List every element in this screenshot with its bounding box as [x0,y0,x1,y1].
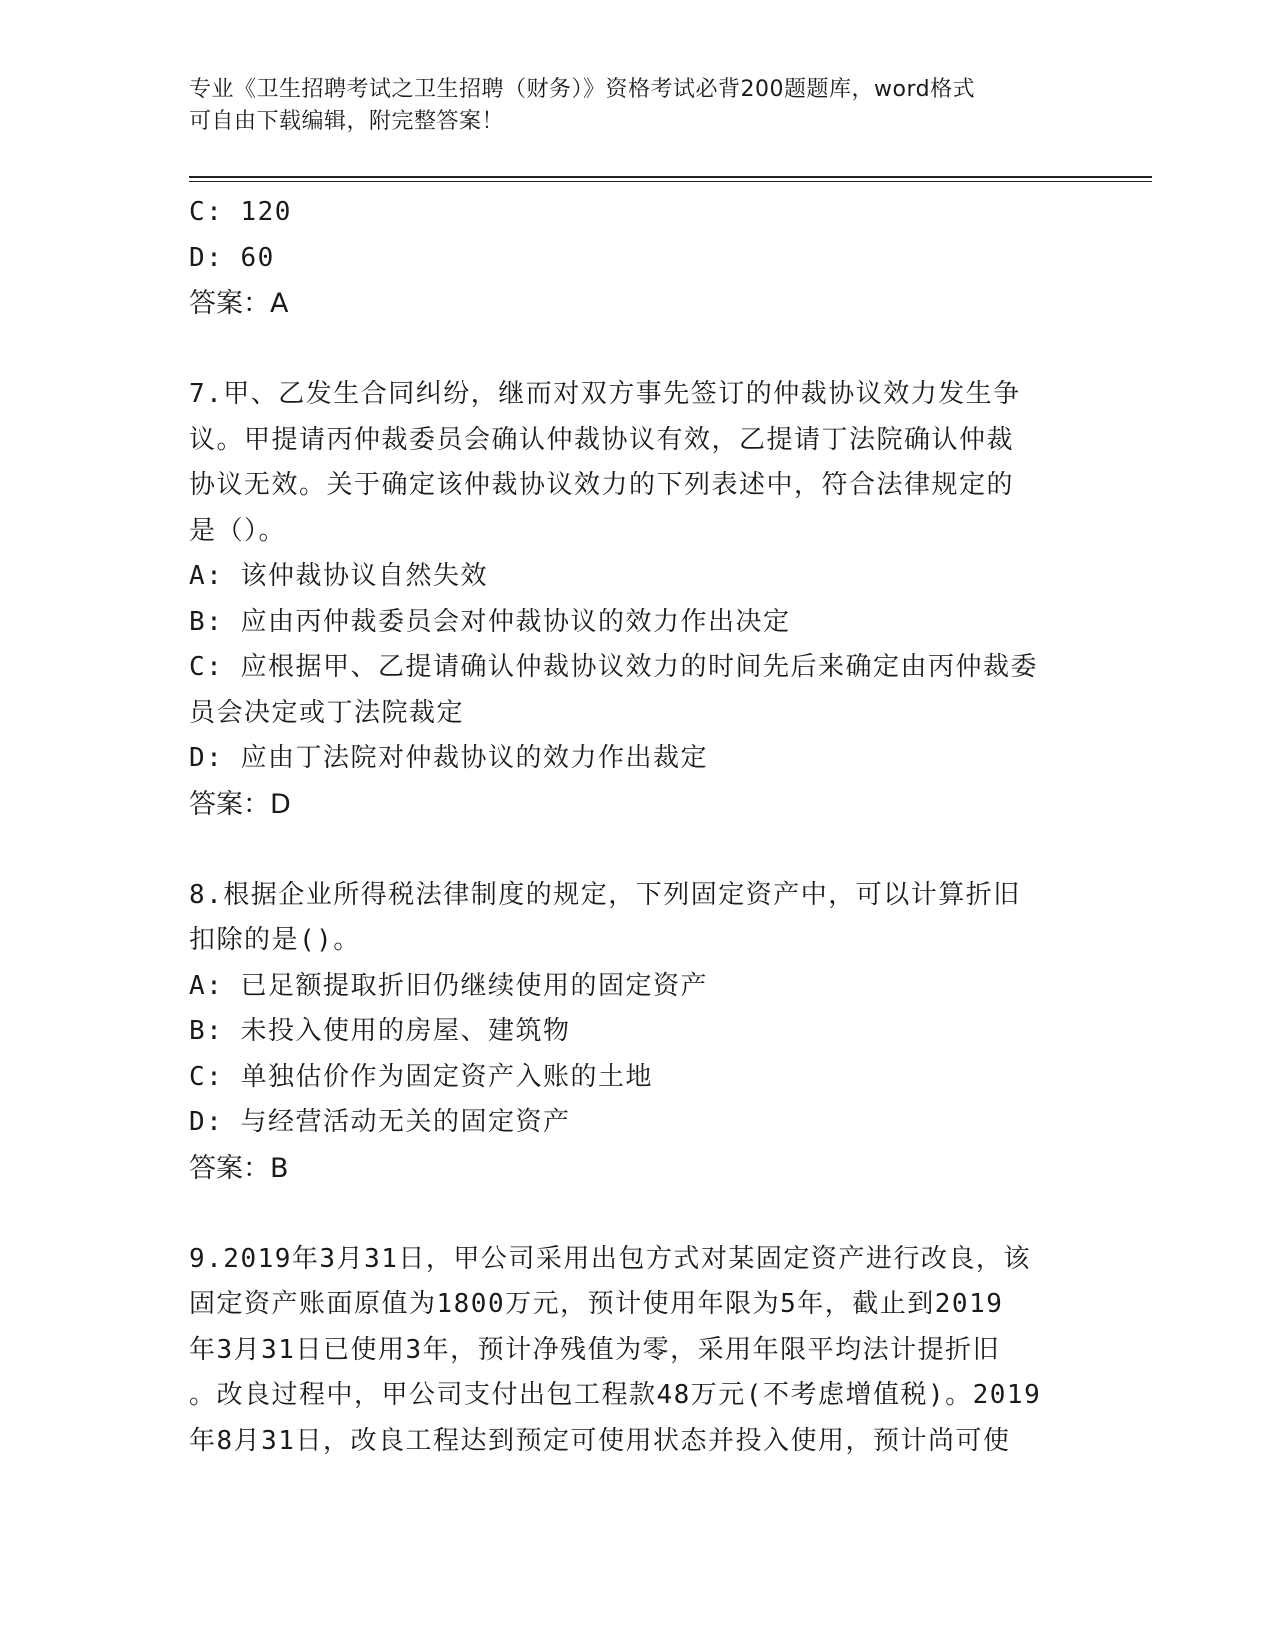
blank-line [189,827,1089,873]
blank-line [189,327,1089,373]
option-c-continued: 员会决定或丁法院裁定 [189,697,465,728]
option-d: D: 与经营活动无关的固定资产 [189,1107,571,1137]
answer-line: 答案：B [189,1152,289,1184]
option-a: A: 该仲裁协议自然失效 [189,561,488,591]
blank-line [189,1191,1089,1237]
answer-line: 答案：A [189,288,289,319]
question-stem-line: 年3月31日已使用3年，预计净残值为零，采用年限平均法计提折旧 [189,1334,1001,1365]
question-stem-line: 固定资产账面原值为1800万元，预计使用年限为5年，截止到2019 [189,1289,1004,1319]
option-b: B: 应由丙仲裁委员会对仲裁协议的效力作出决定 [189,606,791,637]
option-a: A: 已足额提取折旧仍继续使用的固定资产 [189,970,708,1001]
question-stem-line: 扣除的是()。 [189,925,361,955]
question-stem-line: 8.根据企业所得税法律制度的规定，下列固定资产中，可以计算折旧 [189,879,1021,910]
option-d: D: 60 [189,242,275,273]
option-c: C: 120 [189,197,292,227]
option-c: C: 应根据甲、乙提请确认仲裁协议效力的时间先后来确定由丙仲裁委 [189,652,1038,682]
question-6-tail [189,190,1089,327]
question-stem-line: 年8月31日，改良工程达到预定可使用状态并投入使用，预计尚可使 [189,1425,1011,1456]
question-stem-line: 是（）。 [189,515,287,546]
option-d: D: 应由丁法院对仲裁协议的效力作出裁定 [189,743,708,773]
question-9 [189,1237,1089,1465]
header-divider-thick [189,176,1152,178]
question-8 [189,873,1089,1192]
option-c: C: 单独估价作为固定资产入账的土地 [189,1061,653,1092]
header-line-1: 专业《卫生招聘考试之卫生招聘（财务）》资格考试必背200题题库，word格式 [189,77,976,102]
question-stem-line: 7.甲、乙发生合同纠纷，继而对双方事先签订的仲裁协议效力发生争 [189,379,1021,409]
document-header [189,74,1089,138]
question-stem-line: 9.2019年3月31日，甲公司采用出包方式对某固定资产进行改良，该 [189,1243,1031,1274]
question-stem-line: 议。甲提请丙仲裁委员会确认仲裁协议有效，乙提请丁法院确认仲裁 [189,424,1015,455]
question-stem-line: 协议无效。关于确定该仲裁协议效力的下列表述中，符合法律规定的 [189,470,1015,500]
document-body [189,190,1089,1464]
header-line-2: 可自由下载编辑，附完整答案！ [189,109,505,134]
header-divider-thin [189,181,1152,182]
question-7 [189,372,1089,827]
question-stem-line: 。改良过程中，甲公司支付出包工程款48万元(不考虑增值税)。2019 [189,1380,1042,1410]
answer-line: 答案：D [189,788,291,820]
option-b: B: 未投入使用的房屋、建筑物 [189,1016,571,1046]
